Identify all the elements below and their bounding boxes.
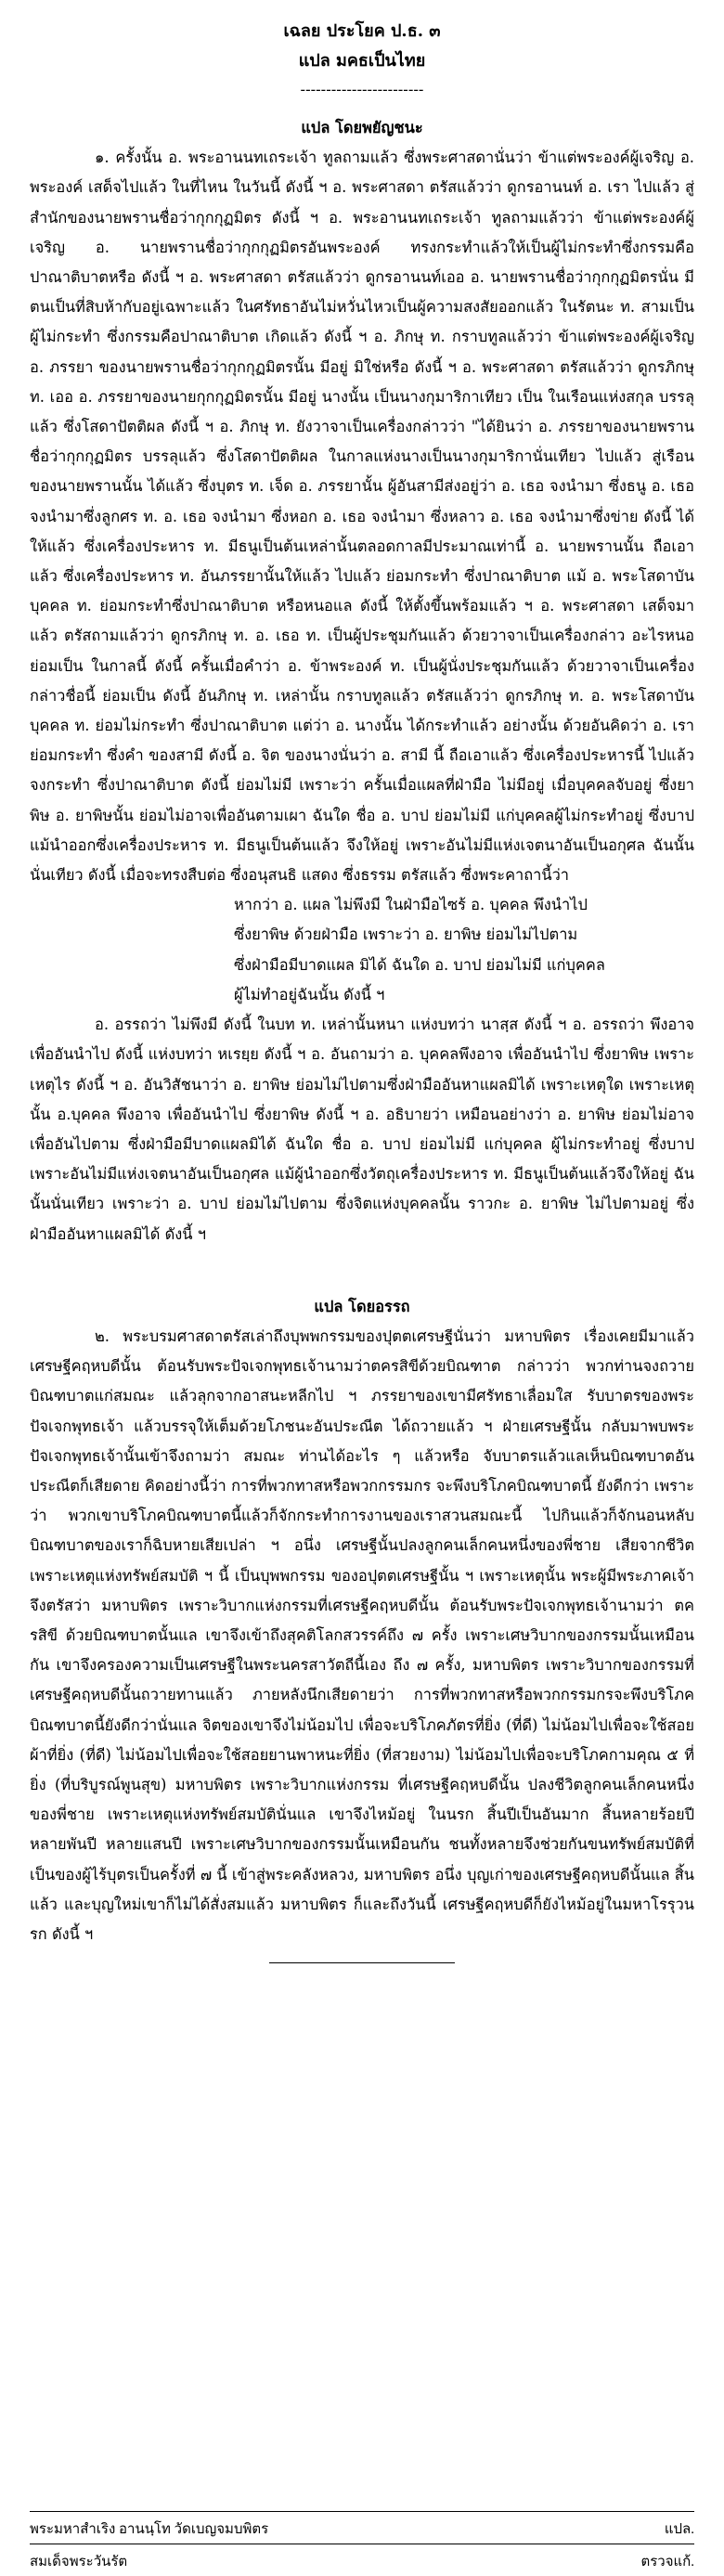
verse-line: ผู้ไม่ทำอยู่ฉันนั้น ดังนี้ ฯ bbox=[234, 985, 385, 1003]
signature-rule bbox=[30, 2511, 694, 2512]
paragraph-commentary: อ. อรรถว่า ไม่พึงมี ดังนี้ ในบท ท. เหล่านั้นหนา แห่งบทว่า นาสฺส ดังนี้ ฯ อ. อรรถว่า พึงอาจ เพื่ออันนำไป ดังนี้ แห่งบทว่า หเรยฺย ดังนี้ ฯ อ. อันถามว่า อ. บุคคลพึงอาจ เพื่ออันนำไป ซึ่งยาพิษ เพราะเหตุไร ดังนี้ ฯ อ. อันวิสัชนาว่า อ. ยาพิษ ย่อมไม่ไปตามซึ่งฝ่ามืออันหาแผลมิได้ เพราะเหตุใด เพราะเหตุนั้น อ.บุคคล พึงอาจ เพื่ออันนำไป ซึ่งยาพิษ ดังนี้ ฯ อ. อธิบายว่า เหมือนอย่างว่า อ. ยาพิษ ย่อมไม่อาจ เพื่ออันไปตาม ซึ่งฝ่ามือมีบาดแผลมิได้ ฉันใด ชื่อ อ. บาป ย่อมไม่มี แก่บุคคล ผู้ไม่กระทำอยู่ ซึ่งบาป เพราะอันไม่มีแห่งเจตนาอันเป็นอกุศล แม้ผู้นำออกซึ่งวัตถุเครื่องประหาร ท. มีธนูเป็นต้นแล้วจึงให้อยู่ ฉันนั้นนั่นเทียว เพราะว่า อ. บาป ย่อมไม่ไปตาม ซึ่งจิตแห่งบุคคลนั้น ราวกะ อ. ยาพิษ ไม่ไปตามอยู่ ซึ่งฝ่ามืออันหาแผลมิได้ ดังนี้ ฯ bbox=[30, 1016, 694, 1243]
reviewer-name: สมเด็จพระวันรัต bbox=[30, 2555, 128, 2570]
translator-name: พระมหาสำเริง อานนฺโท วัดเบญจมบพิตร bbox=[30, 2522, 269, 2537]
verse-line: ซึ่งยาพิษ ด้วยฝ่ามือ เพราะว่า อ. ยาพิษ ย่อมไม่ไปตาม bbox=[234, 926, 578, 944]
verse-line: ซึ่งฝ่ามือมีบาดแผล มิได้ ฉันใด อ. บาป ย่อมไม่มี แก่บุคคล bbox=[234, 955, 605, 974]
verse-line: หากว่า อ. แผล ไม่พึงมี ในฝ่ามือไซร้ อ. บุคคล พึงนำไป bbox=[234, 896, 588, 914]
verse-block bbox=[30, 890, 694, 1010]
document-subtitle: แปล มคธเป็นไทย bbox=[298, 51, 426, 71]
separator-line bbox=[269, 1962, 455, 1963]
reviewer-role: ตรวจแก้. bbox=[640, 2555, 694, 2570]
signature-block bbox=[0, 2511, 724, 2576]
document-title: เฉลย ประโยค ป.ธ. ๓ bbox=[283, 21, 441, 41]
section-heading-literal: แปล โดยพยัญชนะ bbox=[301, 119, 423, 136]
section-heading-meaning: แปล โดยอรรถ bbox=[314, 1297, 410, 1315]
paragraph-literal-1: ๑. ครั้งนั้น อ. พระอานนทเถระเจ้า ทูลถามแล้ว ซึ่งพระศาสดานั่นว่า ข้าแต่พระองค์ผู้เจริญ อ. พระองค์ เสด็จไปแล้ว ในที่ไหน ในวันนี้ ดังนี้ ฯ อ. พระศาสดา ตรัสแล้วว่า ดูกรอานนท์ อ. เรา ไปแล้ว สู่สำนักของนายพรานชื่อว่ากุกกุฏมิตร ดังนี้ ฯ อ. พระอานนทเถระเจ้า ทูลถามแล้วว่า ข้าแต่พระองค์ผู้เจริญ อ. นายพรานชื่อว่ากุกกุฏมิตรอันพระองค์ ทรงกระทำแล้วให้เป็นผู้ไม่กระทำซึ่งกรรมคือปาณาติบาตหรือ ดังนี้ ฯ อ. พระศาสดา ตรัสแล้วว่า ดูกรอานนท์เออ อ. นายพรานชื่อว่ากุกกุฏมิตรนั่น มีตนเป็นที่สิบห้ากับอยู่เฉพาะแล้ว ในศรัทธาอันไม่หวั่นไหวเป็นผู้ความสงสัยออกแล้ว ในรัตนะ ท. สามเป็นผู้ไม่กระทำ ซึ่งกรรมคือปาณาติบาต เกิดแล้ว ดังนี้ ฯ อ. ภิกษุ ท. กราบทูลแล้วว่า ข้าแต่พระองค์ผู้เจริญ อ. ภรรยา ของนายพรานชื่อว่ากุกกุฏมิตรนั้น มีอยู่ มิใช่หรือ ดังนี้ ฯ อ. พระศาสดา ตรัสแล้วว่า ดูกรภิกษุ ท. เออ อ. ภรรยาของนายกุกกุฏมิตรนั้น มีอยู่ นางนั้น เป็นนางกุมาริกาเทียว เป็น ในเรือนแห่งสกุล บรรลุแล้ว ซึ่งโสดาปัตติผล ดังนี้ ฯ อ. ภิกษุ ท. ยังวาจาเป็นเครื่องกล่าวว่า "ได้ยินว่า อ. ภรรยาของนายพรานชื่อว่ากุกกุฏมิตร บรรลุแล้ว ซึ่งโสดาปัตติผล ในกาลแห่งนางเป็นนางกุมาริกานั่นเทียว ไปแล้ว สู่เรือน ของนายพรานนั้น ได้แล้ว ซึ่งบุตร ท. เจ็ด อ. ภรรยานั้น ผู้อันสามีส่งอยู่ว่า อ. เธอ จงนำมา ซึ่งธนู อ. เธอ จงนำมาซึ่งลูกศร ท. อ. เธอ จงนำมา ซึ่งหอก อ. เธอ จงนำมา ซึ่งหลาว อ. เธอ จงนำมาซึ่งข่าย ดังนี้ ได้ให้แล้ว ซึ่งเครื่องประหาร ท. มีธนูเป็นต้นเหล่านั้นตลอดกาลมีประมาณเท่านี้ อ. นายพรานนั้น ถือเอาแล้ว ซึ่งเครื่องประหาร ท. อันภรรยานั้นให้แล้ว ไปแล้ว ย่อมกระทำ ซึ่งปาณาติบาต แม้ อ. พระโสดาบันบุคคล ท. ย่อมกระทำซึ่งปาณาติบาต หรือหนอแล ดังนี้ ให้ตั้งขึ้นพร้อมแล้ว ฯ อ. พระศาสดา เสด็จมาแล้ว ตรัสถามแล้วว่า ดูกรภิกษุ ท. อ. เธอ ท. เป็นผู้ประชุมกันแล้ว ด้วยวาจาเป็นเครื่องกล่าว อะไรหนอย่อมเป็น ในกาลนี้ ดังนี้ ครั้นเมื่อคำว่า อ. ข้าพระองค์ ท. เป็นผู้นั่งประชุมกันแล้ว ด้วยวาจาเป็นเครื่องกล่าวชื่อนี้ ย่อมเป็น ดังนี้ อันภิกษุ ท. เหล่านั้น กราบทูลแล้ว ตรัสแล้วว่า ดูกรภิกษุ ท. อ. พระโสดาบันบุคคล ท. ย่อมไม่กระทำ ซึ่งปาณาติบาต แต่ว่า อ. นางนั้น ได้กระทำแล้ว อย่างนั้น ด้วยอันคิดว่า อ. เรา ย่อมกระทำ ซึ่งคำ ของสามี ดังนี้ อ. จิต ของนางนั่นว่า อ. สามี นี้ ถือเอาแล้ว ซึ่งเครื่องประหารนี้ ไปแล้ว จงกระทำ ซึ่งปาณาติบาต ดังนี้ ย่อมไม่มี เพราะว่า ครั้นเมื่อแผลที่ฝ่ามือ ไม่มีอยู่ เมื่อบุคคลจับอยู่ ซึ่งยาพิษ อ. ยาพิษนั้น ย่อมไม่อาจเพื่ออันตามเผา ฉันใด ชื่อ อ. บาป ย่อมไม่มี แก่บุคคลผู้ไม่กระทำอยู่ ซึ่งบาป แม้นำออกซึ่งเครื่องประหาร ท. มีธนูเป็นต้นแล้ว จึงให้อยู่ เพราะอันไม่มีแห่งเจตนาอันเป็นอกุศล ฉันนั้นนั่นเทียว ดังนี้ เมื่อจะทรงสืบต่อ ซึ่งอนุสนธิ แสดง ซึ่งธรรม ตรัสแล้ว ซึ่งพระคาถานี้ว่า bbox=[30, 149, 694, 885]
paragraph-meaning: ๒. พระบรมศาสดาตรัสเล่าถึงบุพพกรรมของปุตตเศรษฐีนั่นว่า มหาบพิตร เรื่องเคยมีมาแล้ว เศรษฐีคฤหบดีนั้น ต้อนรับพระปัจเจกพุทธเจ้านามว่าตครสิขีด้วยบิณฑาต กล่าวว่า พวกท่านจงถวายบิณฑบาตแก่สมณะ แล้วลุกจากอาสนะหลีกไป ฯ ภรรยาของเขามีศรัทธาเลื่อมใส รับบาตรของพระปัจเจกพุทธเจ้า แล้วบรรจุให้เต็มด้วยโภชนะอันประณีต ได้ถวายแล้ว ฯ ฝ่ายเศรษฐีนั้น กลับมาพบพระปัจเจกพุทธเจ้านั้นเข้าจึงถามว่า สมณะ ท่านได้อะไร ๆ แล้วหรือ จับบาตรแล้วแลเห็นบิณฑบาตอันประณีตก็เสียดาย คิดอย่างนี้ว่า การที่พวกทาสหรือพวกกรรมกร จะพึงบริโภคบิณฑบาตนี้ ยังดีกว่า เพราะว่า พวกเขาบริโภคบิณฑบาตนี้แล้วก็จักกระทำการงานของเราสวนสมณะนี้ ไปกินแล้วก็จักนอนหลับ บิณฑบาตของเราก็ฉิบหายเสียเปล่า ฯ อนึ่ง เศรษฐีนั้นปลงลูกคนเล็กคนหนึ่งของพี่ชาย เสียจากชีวิต เพราะเหตุแห่งทรัพย์สมบัติ ฯ นี้ เป็นบุพพกรรม ของอปุตตเศรษฐีนั้น ฯ เพราะเหตุนั้น พระผู้มีพระภาคเจ้าจึงตรัสว่า มหาบพิตร เพราะวิบากแห่งกรรมที่เศรษฐีคฤหบดีนั้น ต้อนรับพระปัจเจกพุทธเจ้านามว่า ตครสิขี ด้วยบิณฑบาตนั้นแล เขาจึงเข้าถึงสุคติโลกสวรรค์ถึง ๗ ครั้ง เพราะเศษวิบากของกรรมนั้นเหมือนกัน เขาจึงครองความเป็นเศรษฐีในพระนครสาวัตถีนี้เอง ถึง ๗ ครั้ง, มหาบพิตร เพราะวิบากของกรรมที่เศรษฐีคฤหบดีนั้นถวายทานแล้ว ภายหลังนึกเสียดายว่า การที่พวกทาสหรือพวกกรรมกรจะพึงบริโภคบิณฑบาตนี้ยังดีกว่านั่นแล จิตของเขาจึงไม่น้อมไป เพื่อจะบริโภคภัตรที่ยิ่ง (ที่ดี) ไม่น้อมไปเพื่อจะใช้สอยผ้าที่ยิ่ง (ที่ดี) ไม่น้อมไปเพื่อจะใช้สอยยานพาหนะที่ยิ่ง (ที่สวยงาม) ไม่น้อมไปเพื่อจะบริโภคกามคุณ ๕ ที่ยิ่ง (ที่บริบูรณ์พูนสุข) มหาบพิตร เพราะวิบากแห่งกรรม ที่เศรษฐีคฤหบดีนั้น ปลงชีวิตลูกคนเล็กคนหนึ่งของพี่ชาย เพราะเหตุแห่งทรัพย์สมบัตินั่นแล เขาจึงไหม้อยู่ ในนรก สิ้นปีเป็นอันมาก สิ้นหลายร้อยปี หลายพันปี หลายแสนปี เพราะเศษวิบากของกรรมนั้นเหมือนกัน ชนทั้งหลายจึงช่วยกันขนทรัพย์สมบัติที่เป็นของผู้ไร้บุตรเป็นครั้งที่ ๗ นี้ เข้าสู่พระคลังหลวง, มหาบพิตร อนึ่ง บุญเก่าของเศรษฐีคฤหบดีนั้นแล สิ้นแล้ว และบุญใหม่เขาก็ไม่ได้สั่งสมแล้ว มหาบพิตร ก็และถึงวันนี้ เศรษฐีคฤหบดีก็ยังไหม้อยู่ในมหาโรรุวนรก ดังนี้ ฯ bbox=[30, 1327, 694, 1943]
title-rule: ------------------------ bbox=[300, 81, 424, 98]
signature-row-translator bbox=[30, 2516, 694, 2544]
signature-row-reviewer bbox=[30, 2548, 694, 2576]
translator-role: แปล. bbox=[664, 2522, 694, 2537]
